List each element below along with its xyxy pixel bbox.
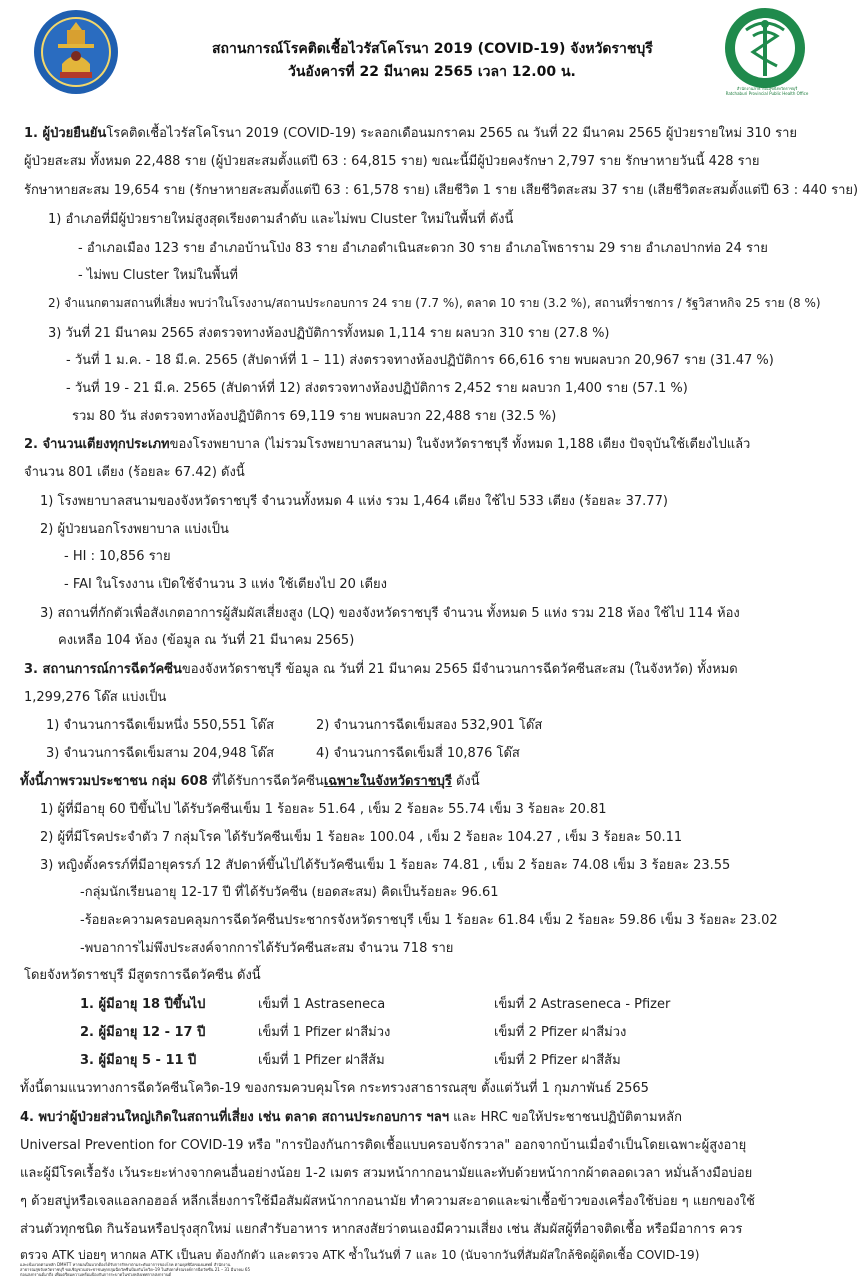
group-chronic: 2) ผู้ที่มีโรคประจำตัว 7 กลุ่มโรค ได้รับวัคซีนเข็ม 1 ร้อยละ 100.04 , เข็ม 2 ร้อยละ 104.27 , เข็ม 3 ร้อยละ 50.11	[40, 830, 683, 845]
section3-heading: 3. สถานการณ์การฉีดวัคซีน	[24, 662, 182, 677]
group-608-text: ที่ได้รับการฉีดวัคซีน	[207, 774, 324, 789]
group-pregnant: 3) หญิงตั้งครรภ์ที่มีอายุครรภ์ 12 สัปดาห์ขึ้นไปได้รับวัคซีนเข็ม 1 ร้อยละ 74.81 , เข็ม 2 ร้อยละ 74.08 เข็ม 3 ร้อยละ 23.55	[40, 858, 731, 873]
section2-text: ของโรงพยาบาล (ไม่รวมโรงพยาบาลสนาม) ในจังหวัดราชบุรี ทั้งหมด 1,188 เตียง ปัจจุบันใช้เตียงไปแล้ว	[169, 437, 751, 452]
section1-line2: ผู้ป่วยสะสม ทั้งหมด 22,488 ราย (ผู้ป่วยสะสมตั้งแต่ปี 63 : 64,815 ราย) ขณะนี้มีผู้ป่วยคงรักษา 2,797 ราย รักษาหายวันนี้ 428 ราย	[24, 154, 760, 169]
section2-item2: 2) ผู้ป่วยนอกโรงพยาบาล แบ่งเป็น	[40, 522, 229, 537]
section1-line3: รักษาหายสะสม 19,654 ราย (รักษาหายสะสมตั้งแต่ปี 63 : 61,578 ราย) เสียชีวิต 1 ราย เสียชีวิตสะสม 37 ราย (เสียชีวิตสะสมตั้งแต่ปี 63 : 440 ราย)	[24, 183, 859, 198]
section2-line1	[24, 433, 750, 454]
section1-item1: 1) อำเภอที่มีผู้ป่วยรายใหม่สูงสุดเรียงตามลำดับ และไม่พบ Cluster ใหม่ในพื้นที่ ดังนี้	[48, 212, 514, 227]
section4-line1	[20, 1106, 682, 1127]
group-608-heading	[20, 770, 480, 791]
section2-line2: จำนวน 801 เตียง (ร้อยละ 67.42) ดังนี้	[24, 465, 245, 480]
group-608-label: ทั้งนี้ภาพรวมประชาชน กลุ่ม 608	[20, 774, 208, 789]
dose-2-count: 2) จำนวนการฉีดเข็มสอง 532,901 โด๊ส	[316, 718, 543, 733]
adverse-events: -พบอาการไม่พึงประสงค์จากการได้รับวัคซีนสะสม จำนวน 718 ราย	[80, 941, 454, 956]
section1-text: โรคติดเชื้อไวรัสโคโรนา 2019 (COVID-19) ระลอกเดือนมกราคม 2565 ณ วันที่ 22 มีนาคม 2565 ผู้ป่วยรายใหม่ 310 ราย	[106, 126, 797, 141]
formula-row-1-age: 1. ผู้มีอายุ 18 ปีขึ้นไป	[80, 997, 206, 1012]
formula-row-3-age: 3. ผู้มีอายุ 5 - 11 ปี	[80, 1053, 197, 1068]
formula-row-1-dose1: เข็มที่ 1 Astraseneca	[258, 997, 386, 1012]
section1-item3: 3) วันที่ 21 มีนาคม 2565 ส่งตรวจทางห้องปฏิบัติการทั้งหมด 1,114 ราย ผลบวก 310 ราย (27.8 %)	[48, 326, 610, 341]
students-coverage: -กลุ่มนักเรียนอายุ 12-17 ปี ที่ได้รับวัคซีน (ยอดสะสม) คิดเป็นร้อยละ 96.61	[80, 885, 499, 900]
section2-item3: 3) สถานที่กักตัวเพื่อสังเกตอาการผู้สัมผัสเสี่ยงสูง (LQ) ของจังหวัดราชบุรี จำนวน ทั้งหมด 5 แห่ง รวม 218 ห้อง ใช้ไป 114 ห้อง	[40, 606, 740, 621]
section1-item1b: - ไม่พบ Cluster ใหม่ในพื้นที่	[78, 268, 238, 283]
section4-line2: Universal Prevention for COVID-19 หรือ "การป้องกันการติดเชื้อแบบครอบจักรวาล" ออกจากบ้านเมื่อจำเป็นโดยเฉพาะผู้สูงอายุ	[20, 1138, 747, 1153]
group-608-suffix: ดังนี้	[451, 774, 480, 789]
right-logo-caption-bottom: Ratchaburi Provincial Public Health Office	[725, 91, 809, 96]
formula-row-3-dose1: เข็มที่ 1 Pfizer ฝาสีส้ม	[258, 1053, 385, 1068]
section1-item2: 2) จำแนกตามสถานที่เสี่ยง พบว่าในโรงงาน/สถานประกอบการ 24 ราย (7.7 %), ตลาด 10 ราย (3.2 %), สถานที่ราชการ / รัฐวิสาหกิจ 25 ราย (8 %)	[48, 296, 821, 310]
ministry-of-public-health-emblem-icon	[720, 6, 810, 96]
formula-row-2-dose2: เข็มที่ 2 Pfizer ฝาสีม่วง	[494, 1025, 627, 1040]
section4-line4: ๆ ด้วยสบู่หรือเจลแอลกอฮอล์ หลีกเลี่ยงการใช้มือสัมผัสหน้ากากอนามัย ทำความสะอาดและฆ่าเชื้อข้าวของเครื่องใช้บ่อย ๆ แยกของใช้	[20, 1194, 755, 1209]
formula-row-2-age: 2. ผู้มีอายุ 12 - 17 ปี	[80, 1025, 206, 1040]
section4-line3: และผู้มีโรคเรื้อรัง เว้นระยะห่างจากคนอื่นอย่างน้อย 1-2 เมตร สวมหน้ากากอนามัยและทับด้วยหน้ากากผ้าตลอดเวลา หมั่นล้างมือบ่อย	[20, 1166, 753, 1181]
vaccine-formula-intro: โดยจังหวัดราชบุรี มีสูตรการฉีดวัคซีน ดังนี้	[24, 968, 261, 983]
formula-row-1-dose2: เข็มที่ 2 Astraseneca - Pfizer	[494, 997, 671, 1012]
section3-text: ของจังหวัดราชบุรี ข้อมูล ณ วันที่ 21 มีนาคม 2565 มีจำนวนการฉีดวัคซีนสะสม (ในจังหวัด) ทั้งหมด	[181, 662, 738, 677]
section2-item1: 1) โรงพยาบาลสนามของจังหวัดราชบุรี จำนวนทั้งหมด 4 แห่ง รวม 1,464 เตียง ใช้ไป 533 เตียง (ร้อยละ 37.77)	[40, 494, 668, 509]
section1-line1	[24, 122, 797, 143]
section4-line6: ตรวจ ATK บ่อยๆ หากผล ATK เป็นลบ ต้องกักตัว และตรวจ ATK ซ้ำในวันที่ 7 และ 10 (นับจากวันที่สัมผัสใกล้ชิดผู้ติดเชื้อ COVID-19)	[20, 1248, 700, 1262]
section3-line2: 1,299,276 โด๊ส แบ่งเป็น	[24, 690, 167, 705]
section1-item3c: รวม 80 วัน ส่งตรวจทางห้องปฏิบัติการ 69,119 ราย พบผลบวก 22,488 ราย (32.5 %)	[72, 409, 557, 424]
right-logo-caption	[712, 86, 822, 96]
group-elderly: 1) ผู้ที่มีอายุ 60 ปีขึ้นไป ได้รับวัคซีนเข็ม 1 ร้อยละ 51.64 , เข็ม 2 ร้อยละ 55.74 เข็ม 3 ร้อยละ 20.81	[40, 802, 607, 817]
dose-3-count: 3) จำนวนการฉีดเข็มสาม 204,948 โด๊ส	[46, 746, 275, 761]
section4-heading: 4. พบว่าผู้ป่วยส่วนใหญ่เกิดในสถานที่เสี่ยง เช่น ตลาด สถานประกอบการ ฯลฯ	[20, 1110, 449, 1125]
section4-line5: ส่วนตัวทุกชนิด กินร้อนหรือปรุงสุกใหม่ แยกสำรับอาหาร หากสงสัยว่าตนเองมีความเสี่ยง เช่น สัมผัสผู้ที่อาจติดเชื้อ หรือมีอาการ ควร	[20, 1222, 743, 1237]
formula-row-3-dose2: เข็มที่ 2 Pfizer ฝาสีส้ม	[494, 1053, 621, 1068]
section4-line-7: และเข้มงวดตามหลัก DMHTT หากผลเป็นบวกต้องได้รับการรักษาตามระดับอาการของโรค ตามดุลพินิจของแพทย์ สำนักงาน	[20, 1262, 231, 1267]
population-coverage: -ร้อยละความครอบคลุมการฉีดวัคซีนประชากรจังหวัดราชบุรี เข็ม 1 ร้อยละ 61.84 เข็ม 2 ร้อยละ 59.86 เข็ม 3 ร้อยละ 23.02	[80, 913, 778, 928]
section3-line1	[24, 658, 738, 679]
guideline-note: ทั้งนี้ตามแนวทางการฉีดวัคซีนโควิด-19 ของกรมควบคุมโรค กระทรวงสาธารณสุข ตั้งแต่วันที่ 1 กุมภาพันธ์ 2565	[20, 1081, 649, 1096]
section1-item3a: - วันที่ 1 ม.ค. - 18 มี.ค. 2565 (สัปดาห์ที่ 1 – 11) ส่งตรวจทางห้องปฏิบัติการ 66,616 ราย พบผลบวก 20,967 ราย (31.47 %)	[66, 353, 774, 368]
section4-text: และ HRC ขอให้ประชาชนปฏิบัติตามหลัก	[449, 1110, 683, 1125]
section2-item2a: - HI : 10,856 ราย	[64, 549, 171, 564]
dose-1-count: 1) จำนวนการฉีดเข็มหนึ่ง 550,551 โด๊ส	[46, 718, 275, 733]
group-608-province-only: เฉพาะในจังหวัดราชบุรี	[323, 774, 452, 789]
section1-heading: 1. ผู้ป่วยยืนยัน	[24, 126, 107, 141]
formula-row-2-dose1: เข็มที่ 1 Pfizer ฝาสีม่วง	[258, 1025, 391, 1040]
report-title: สถานการณ์โรคติดเชื้อไวรัสโคโรนา 2019 (COVID-19) จังหวัดราชบุรี	[212, 41, 653, 57]
section4-line-9: ก่อนสงกรานต์มาถึง เพื่อเตรียมความพร้อมป้องกันการระบาดในช่วงหลังเทศกาลสงกรานต์	[20, 1272, 172, 1277]
section1-item3b: - วันที่ 19 - 21 มี.ค. 2565 (สัปดาห์ที่ 12) ส่งตรวจทางห้องปฏิบัติการ 2,452 ราย ผลบวก 1,400 ราย (57.1 %)	[66, 381, 688, 396]
report-date: วันอังคารที่ 22 มีนาคม 2565 เวลา 12.00 น.	[288, 64, 576, 80]
section2-item2b: - FAI ในโรงงาน เปิดใช้จำนวน 3 แห่ง ใช้เตียงไป 20 เตียง	[64, 577, 387, 592]
section2-heading: 2. จำนวนเตียงทุกประเภท	[24, 437, 170, 452]
right-logo-caption-top: สำนักงานสาธารณสุขจังหวัดราชบุรี	[736, 86, 798, 91]
section1-item1a: - อำเภอเมือง 123 ราย อำเภอบ้านโป่ง 83 ราย อำเภอดำเนินสะดวก 30 ราย อำเภอโพธาราม 29 ราย อำเภอปากท่อ 24 ราย	[78, 241, 768, 256]
dose-4-count: 4) จำนวนการฉีดเข็มสี่ 10,876 โด๊ส	[316, 746, 520, 761]
section2-item3b: คงเหลือ 104 ห้อง (ข้อมูล ณ วันที่ 21 มีนาคม 2565)	[58, 633, 355, 648]
ratchaburi-province-seal-icon	[32, 8, 120, 96]
section4-line-8: สาธารณสุขจังหวัดราชบุรี ขอเชิญชวนประชาชนทุกกลุ่มฉีดวัคซีนป้องกันโควิด–19 ในสัปดาห์รณรงค์การฉีดวัคซีน 21 – 31 มีนาคม 65	[20, 1267, 251, 1272]
